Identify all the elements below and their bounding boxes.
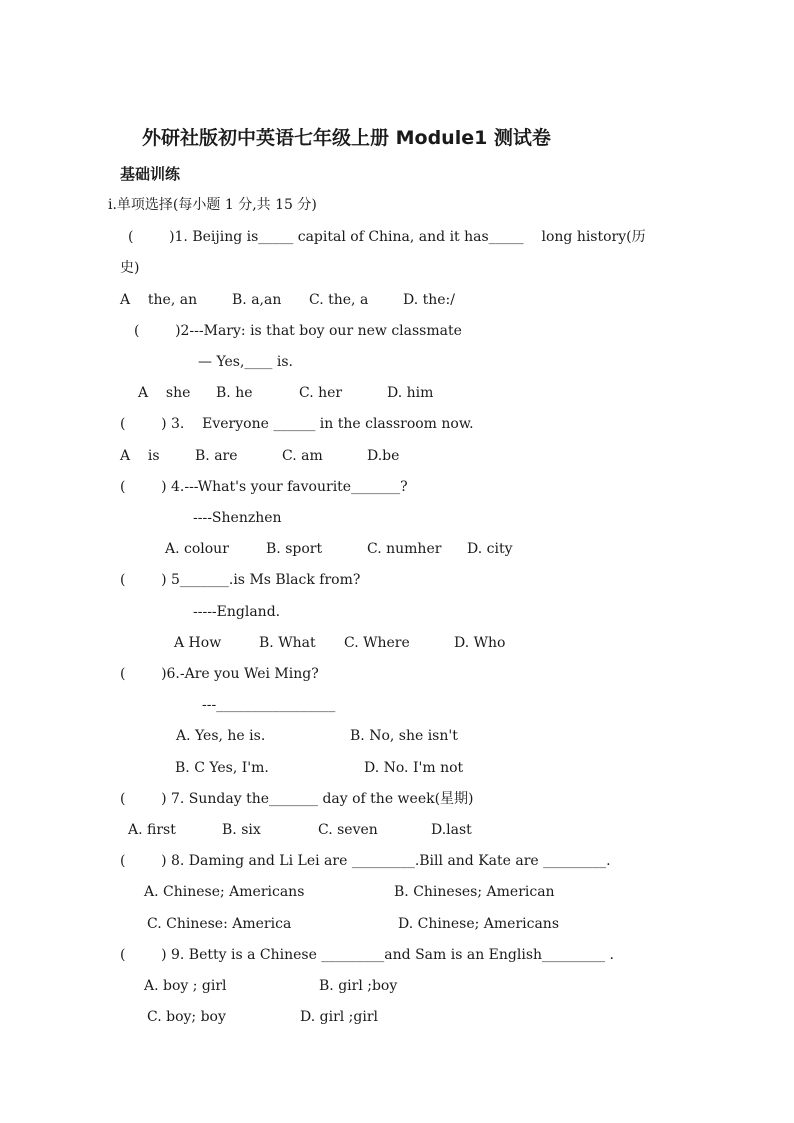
question-3-option-d: D.be	[367, 448, 400, 464]
question-8-option-b: B. Chineses; American	[394, 884, 555, 900]
question-6-stem: ( )6.-Are you Wei Ming?	[120, 666, 319, 682]
question-6-option-b: B. No, she isn't	[350, 728, 458, 744]
question-2-option-b: B. he	[216, 385, 253, 401]
question-4-option-b: B. sport	[266, 541, 323, 557]
question-1-option-c: C. the, a	[309, 292, 369, 308]
question-2-stem: ( )2---Mary: is that boy our new classmate	[134, 323, 462, 339]
question-3-stem: ( ) 3. Everyone ______ in the classroom now.	[120, 416, 474, 432]
question-8-option-d: D. Chinese; Americans	[398, 916, 559, 932]
question-4-option-c: C. numher	[367, 541, 442, 557]
question-9-option-c: C. boy; boy	[147, 1009, 226, 1025]
section-heading: i.单项选择(每小题 1 分,共 15 分)	[108, 197, 317, 213]
question-2-reply: — Yes,____ is.	[198, 354, 293, 370]
page-title: 外研社版初中英语七年级上册 Module1 测试卷	[142, 127, 551, 149]
question-9-option-a: A. boy ; girl	[144, 978, 227, 994]
question-7-option-a: A. first	[128, 822, 176, 838]
question-7-option-b: B. six	[222, 822, 261, 838]
question-7-stem: ( ) 7. Sunday the_______ day of the week(星期)	[120, 791, 474, 807]
question-5-option-b: B. What	[259, 635, 316, 651]
question-3-option-c: C. am	[282, 448, 323, 464]
question-6-option-a: A. Yes, he is.	[176, 728, 266, 744]
question-1-option-d: D. the:/	[403, 292, 455, 308]
question-8-option-a: A. Chinese; Americans	[144, 884, 305, 900]
question-5-reply: -----England.	[193, 604, 281, 620]
question-8-option-c: C. Chinese: America	[147, 916, 292, 932]
question-6-option-d: D. No. I'm not	[364, 760, 464, 776]
question-4-option-a: A. colour	[165, 541, 229, 557]
question-1-option-a: A the, an	[120, 292, 198, 308]
question-9-option-b: B. girl ;boy	[319, 978, 398, 994]
question-5-option-a: A How	[174, 635, 222, 651]
question-5-option-d: D. Who	[454, 635, 506, 651]
question-9-option-d: D. girl ;girl	[300, 1009, 379, 1025]
question-7-option-c: C. seven	[318, 822, 378, 838]
question-4-option-d: D. city	[467, 541, 513, 557]
question-4-reply: ----Shenzhen	[193, 510, 282, 526]
question-7-option-d: D.last	[431, 822, 472, 838]
question-5-option-c: C. Where	[344, 635, 410, 651]
section-subtitle: 基础训练	[120, 165, 181, 183]
question-6-option-c: B. C Yes, I'm.	[175, 760, 269, 776]
question-3-option-a: A is	[120, 448, 160, 464]
question-1-stem: ( )1. Beijing is_____ capital of China, and it has_____ long history(历	[128, 229, 646, 245]
question-2-option-d: D. him	[387, 385, 434, 401]
question-9-stem: ( ) 9. Betty is a Chinese _________and Sam is an English_________ .	[120, 947, 614, 963]
question-4-stem: ( ) 4.---What's your favourite_______?	[120, 479, 408, 495]
question-3-option-b: B. are	[195, 448, 238, 464]
question-2-option-c: C. her	[299, 385, 343, 401]
question-5-stem: ( ) 5_______.is Ms Black from?	[120, 572, 361, 588]
question-1-option-b: B. a,an	[232, 292, 282, 308]
question-8-stem: ( ) 8. Daming and Li Lei are _________.Bill and Kate are _________.	[120, 853, 611, 869]
question-2-option-a: A she	[138, 385, 191, 401]
question-1-stem-cont: 史)	[120, 260, 140, 276]
question-6-reply: ---_________________	[202, 697, 336, 713]
